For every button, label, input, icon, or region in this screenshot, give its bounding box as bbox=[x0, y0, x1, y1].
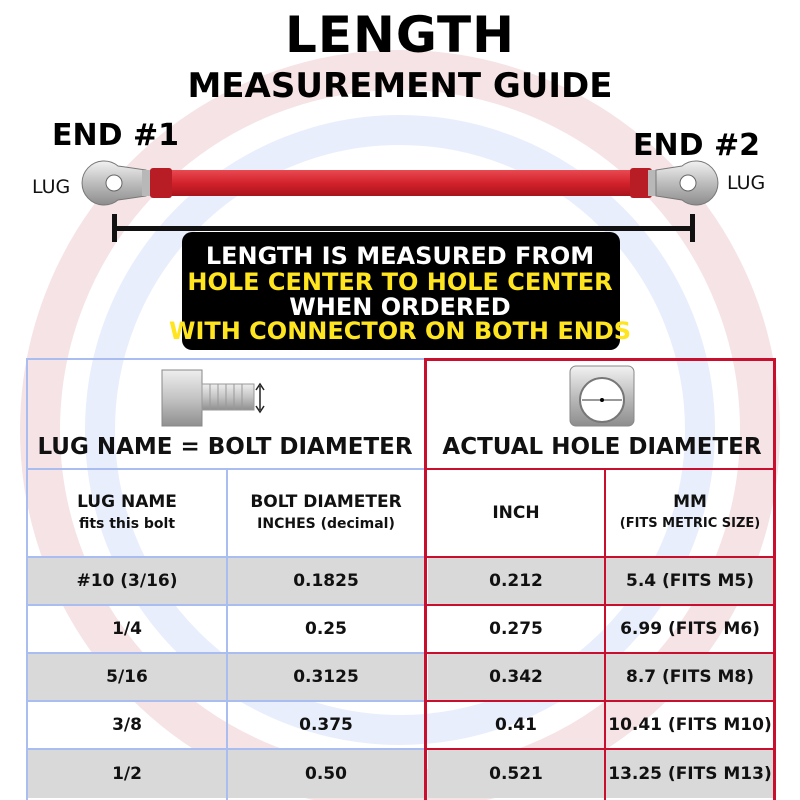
col-header-bolt-diameter: BOLT DIAMETER INCHES (decimal) bbox=[250, 492, 402, 532]
page-subtitle: MEASUREMENT GUIDE bbox=[187, 66, 613, 106]
end-2-label: END #2 bbox=[633, 128, 760, 163]
table-cell: 1/2 bbox=[28, 750, 226, 798]
table-cell: 0.1825 bbox=[228, 558, 424, 604]
col-header-lug-name: LUG NAME fits this bolt bbox=[77, 492, 177, 532]
red-cable bbox=[150, 170, 640, 196]
red-grid-line bbox=[424, 748, 776, 750]
table-cell: 13.25 (FITS M13) bbox=[606, 750, 774, 798]
table-cell: 0.342 bbox=[428, 654, 604, 700]
red-border-right bbox=[773, 358, 776, 800]
table-cell: 0.41 bbox=[495, 715, 537, 735]
table-cell: 0.375 bbox=[299, 715, 353, 735]
blue-grid-line bbox=[226, 468, 228, 800]
table-cell: 0.275 bbox=[489, 619, 543, 639]
table-cell: 3/8 bbox=[112, 715, 142, 735]
note-line-4: WITH CONNECTOR ON BOTH ENDS bbox=[168, 317, 632, 345]
red-grid-line bbox=[424, 468, 776, 470]
lug-name-header: LUG NAME = BOLT DIAMETER bbox=[37, 434, 413, 460]
table-cell: 5/16 bbox=[28, 654, 226, 700]
table-cell: 6.99 (FITS M6) bbox=[620, 619, 760, 639]
end-1-label: END #1 bbox=[52, 118, 179, 153]
left-lug-icon bbox=[82, 161, 152, 205]
table-cell: 0.212 bbox=[428, 558, 604, 604]
blue-border-top bbox=[26, 358, 426, 360]
table-cell: 0.521 bbox=[428, 750, 604, 798]
red-grid-line bbox=[604, 468, 606, 800]
note-line-3: WHEN ORDERED bbox=[289, 293, 511, 321]
bolt-icon bbox=[150, 366, 280, 430]
lug-left-label: LUG bbox=[32, 176, 71, 198]
red-grid-line bbox=[424, 652, 776, 654]
red-grid-line bbox=[424, 700, 776, 702]
red-border-top bbox=[424, 358, 776, 361]
hole-diameter-header: ACTUAL HOLE DIAMETER bbox=[442, 434, 762, 460]
note-line-2: HOLE CENTER TO HOLE CENTER bbox=[187, 268, 613, 296]
note-line-1: LENGTH IS MEASURED FROM bbox=[205, 242, 595, 270]
hole-diameter-icon bbox=[566, 362, 638, 430]
col-header-inch: INCH bbox=[492, 503, 540, 523]
red-border-left bbox=[424, 358, 427, 800]
red-grid-line bbox=[424, 604, 776, 606]
right-lug-icon bbox=[648, 161, 718, 205]
col-header-mm: MM (FITS METRIC SIZE) bbox=[619, 492, 761, 531]
table-cell: 0.50 bbox=[228, 750, 424, 798]
table-cell: 0.3125 bbox=[228, 654, 424, 700]
blue-border-left bbox=[26, 358, 28, 800]
lug-right-label: LUG bbox=[727, 172, 766, 194]
table-cell: 8.7 (FITS M8) bbox=[606, 654, 774, 700]
page-title: LENGTH bbox=[285, 6, 515, 64]
cable-illustration bbox=[0, 0, 800, 250]
table-cell: 1/4 bbox=[112, 619, 142, 639]
table-cell: 5.4 (FITS M5) bbox=[606, 558, 774, 604]
red-grid-line bbox=[424, 556, 776, 558]
table-cell: 0.25 bbox=[305, 619, 347, 639]
table-cell: 10.41 (FITS M10) bbox=[608, 715, 772, 735]
table-cell: #10 (3/16) bbox=[28, 558, 226, 604]
